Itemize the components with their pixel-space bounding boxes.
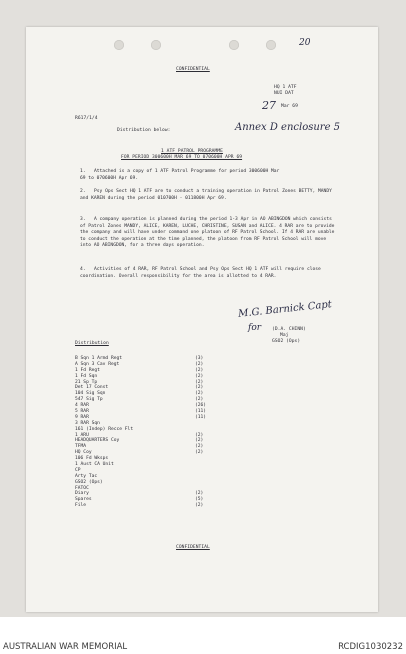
para-number: 2. xyxy=(80,189,86,194)
paragraph-1: Attached is a copy of 1 ATF Patrol Programme for period 300600H Mar 69 to 070600H Apr 69. xyxy=(80,169,280,181)
distribution-addressee: 1 Aust CA Unit xyxy=(75,462,114,468)
distribution-addressee: 1 Fd Regt xyxy=(75,367,100,373)
doc-title-line-2: FOR PERIOD 300600H MAR 69 TO 070600H APR 69 xyxy=(121,155,243,160)
distribution-copies: (26) xyxy=(195,403,207,409)
hq-line-1: HQ 1 ATF xyxy=(274,85,297,90)
distribution-addressee: Spares xyxy=(75,497,92,503)
hq-line-2: NUI DAT xyxy=(274,91,294,96)
date-typed: Mar 69 xyxy=(281,104,298,109)
file-reference: R617/1/4 xyxy=(75,116,98,121)
distribution-addressee: 104 Sig Sqn xyxy=(75,391,106,397)
distribution-copies: (3) xyxy=(195,356,204,361)
distribution-addressee: GSO2 (Ops) xyxy=(75,479,103,485)
punch-hole xyxy=(229,40,239,50)
distribution-copies: (2) xyxy=(195,432,204,438)
distribution-addressee: Arty Tac xyxy=(75,473,98,479)
distribution-addressee: 3 RAR Sqn xyxy=(75,420,100,426)
distribution-addressee: B Sqn 1 Armd Regt xyxy=(75,356,123,361)
distribution-copies: (2) xyxy=(195,438,204,444)
footer-institution: AUSTRALIAN WAR MEMORIAL xyxy=(3,642,128,652)
paragraph-3: A company operation is planned during the period 1-3 Apr in AO ABINGDON which consists of Patrol Zones MANDY, ALICE, KAREN, LUCHE, CHRISTINE, SUSAN and ALICE. 4 RAR are to provide the company and will have under command one platoon of RF Patrol School. If 4 RAR are unable to conduct the operation at the time planned, the platoon from RF Patrol School will move into AO ABINGDON, for a three days operation. xyxy=(80,217,335,249)
distribution-addressee: 161 (Indep) Recce Flt xyxy=(75,426,134,432)
distribution-copies: (2) xyxy=(195,379,204,385)
annex-handwritten: Annex D enclosure 5 xyxy=(235,122,341,133)
distribution-addressee: Det 17 Const xyxy=(75,385,109,391)
paragraph-4: Activities of 4 RAR, RF Patrol School and Psy Ops Sect HQ 1 ATF will require close coordination. Overall responsibility for the area is allotted to 4 RAR. xyxy=(80,267,321,279)
para-number: 4. xyxy=(80,267,86,272)
distribution-row xyxy=(75,503,225,509)
distribution-copies: (11) xyxy=(195,409,207,415)
distribution-copies: (2) xyxy=(195,373,204,379)
distribution-label: Distribution below: xyxy=(117,128,171,133)
distribution-copies: (2) xyxy=(195,397,204,403)
distribution-addressee: TFMA xyxy=(75,444,87,450)
signature-for: for xyxy=(248,323,262,333)
distribution-copies: (2) xyxy=(195,361,204,367)
distribution-title: Distribution xyxy=(75,341,109,346)
archive-footer xyxy=(0,617,406,654)
para-number: 3. xyxy=(80,217,86,222)
distribution-addressee: 21 Sp Tp xyxy=(75,379,98,385)
distribution-addressee: 4 RAR xyxy=(75,403,89,409)
punch-hole xyxy=(266,40,276,50)
distribution-addressee: 9 RAR xyxy=(75,414,89,420)
distribution-addressee: 5 RAR xyxy=(75,409,89,415)
distribution-list xyxy=(75,356,225,509)
distribution-copies: (2) xyxy=(195,391,204,397)
distribution-addressee: File xyxy=(75,503,87,509)
distribution-copies: (5) xyxy=(195,497,204,503)
punch-hole xyxy=(151,40,161,50)
distribution-addressee: Diary xyxy=(75,491,89,497)
date-handwritten: 27 xyxy=(262,99,276,112)
distribution-addressee: A Sqn 3 Cav Regt xyxy=(75,361,120,367)
classification-bottom: CONFIDENTIAL xyxy=(176,545,210,550)
distribution-copies: (2) xyxy=(195,367,204,373)
signature-handwritten: M.G. Barnick Capt xyxy=(237,299,333,320)
footer-reference: RCDIG1030232 xyxy=(338,642,403,652)
distribution-copies: (11) xyxy=(195,414,207,420)
distribution-copies: (2) xyxy=(195,444,204,450)
document-page xyxy=(26,27,378,612)
para-number: 1. xyxy=(80,169,86,174)
signatory-name: (D.A. CHINN) xyxy=(272,327,306,332)
paragraph-2: Psy Ops Sect HQ 1 ATF are to conduct a training operation in Patrol Zones BETTY, MANDY and KAREN during the period 010700H - 011800H Apr 69. xyxy=(80,189,332,201)
distribution-copies: (2) xyxy=(195,385,204,391)
distribution-addressee: 1 ARU xyxy=(75,432,89,438)
distribution-addressee: 1 Fd Sqn xyxy=(75,373,98,379)
distribution-addressee: 547 Sig Tp xyxy=(75,397,103,403)
pencil-number: 20 xyxy=(299,38,311,48)
distribution-addressee: FATOC xyxy=(75,485,89,491)
distribution-addressee: HEADQUARTERS Coy xyxy=(75,438,120,444)
classification-top: CONFIDENTIAL xyxy=(176,67,210,72)
distribution-copies: (2) xyxy=(195,491,204,497)
doc-title-line-1: 1 ATF PATROL PROGRAMME xyxy=(161,149,223,154)
distribution-addressee: HQ Coy xyxy=(75,450,92,456)
punch-hole xyxy=(114,40,124,50)
signatory-appointment: GSO2 (Ops) xyxy=(272,339,301,344)
distribution-copies: (2) xyxy=(195,450,204,456)
distribution-copies: (2) xyxy=(195,503,204,509)
distribution-addressee: CP xyxy=(75,467,81,473)
distribution-addressee: 106 Fd Wksps xyxy=(75,456,109,462)
signatory-rank: Maj xyxy=(280,333,289,338)
